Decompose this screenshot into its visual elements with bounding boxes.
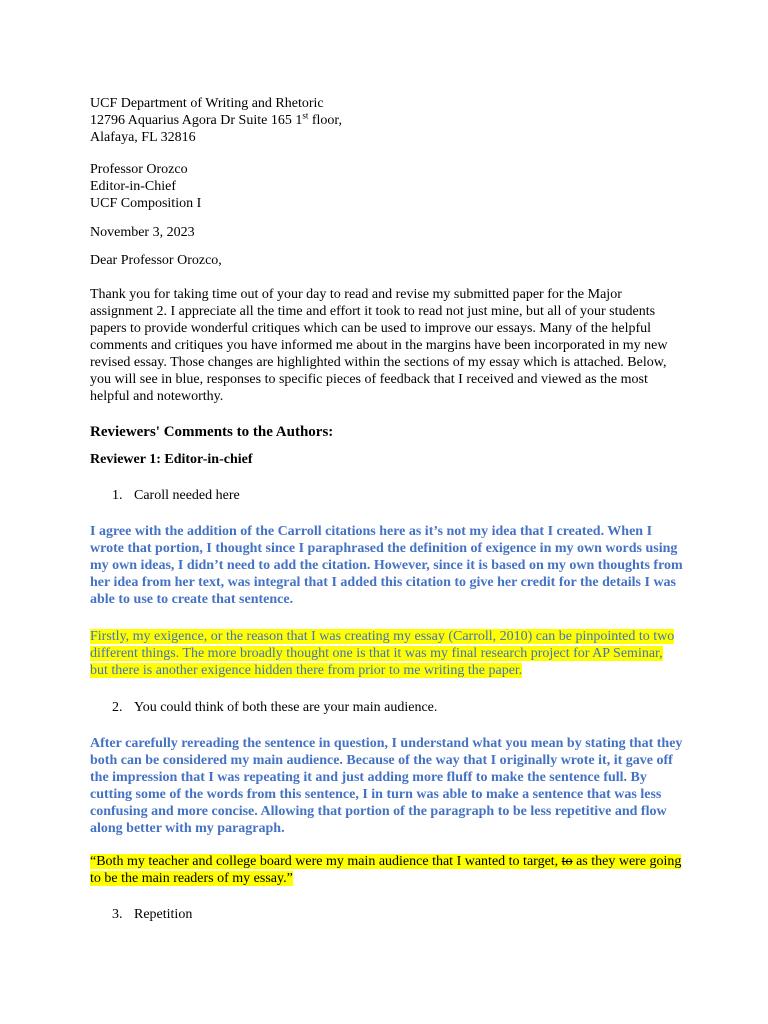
response-line: After carefully rereading the sentence in question, I understand what you mean by stating that they [90, 736, 683, 751]
recipient-name: Professor Orozco [90, 162, 188, 177]
struck-word: to [561, 854, 573, 869]
excerpt-line: Firstly, my exigence, or the reason that I was creating my essay (Carroll, 2010) can be pinpointed to two [90, 629, 675, 644]
comment-text: Caroll needed here [134, 488, 240, 503]
section-heading: Reviewers' Comments to the Authors: [90, 424, 334, 440]
recipient-title: Editor-in-Chief [90, 179, 177, 194]
intro-line: you will see in blue, responses to specific pieces of feedback that I received and viewed as the most [90, 372, 648, 387]
letter-date: November 3, 2023 [90, 225, 195, 240]
sender-org: UCF Department of Writing and Rhetoric [90, 96, 324, 111]
salutation: Dear Professor Orozco, [90, 253, 222, 268]
comment-number: 3. [112, 907, 123, 922]
response-line: her idea from her text, was integral that I added this citation to give her credit for the details I was [90, 575, 677, 590]
comment-item-2 [112, 699, 437, 716]
response-line: both can be considered my main audience. Because of the way that I originally wrote it, it gave off [90, 753, 673, 768]
excerpt-line: but there is another exigence hidden there from prior to me writing the paper. [90, 663, 523, 678]
response-line: the impression that I was repeating it and just adding more fluff to make the sentence full. By [90, 770, 647, 785]
excerpt-line: to be the main readers of my essay.” [90, 871, 293, 886]
sender-street: 12796 Aquarius Agora Dr Suite 165 1st floor, [90, 110, 342, 128]
response-1 [90, 523, 683, 608]
response-line: able to use to create that sentence. [90, 592, 294, 607]
reviewer-heading: Reviewer 1: Editor-in-chief [90, 452, 253, 467]
comment-item-1 [112, 487, 240, 504]
sender-city: Alafaya, FL 32816 [90, 130, 196, 145]
intro-line: Thank you for taking time out of your day to read and revise my submitted paper for the Major [90, 287, 622, 302]
response-2 [90, 735, 683, 837]
intro-line: comments and critiques you have informed me about in the margins have been incorporated in my new [90, 338, 668, 353]
excerpt-2 [90, 853, 680, 887]
recipient-block [90, 161, 680, 212]
response-line: wrote that portion, I thought since I paraphrased the definition of exigence in my own words using [90, 541, 678, 556]
response-line: cutting some of the words from this sentence, I in turn was able to make a sentence that was less [90, 787, 662, 802]
recipient-course: UCF Composition I [90, 196, 202, 211]
response-line: along better with my paragraph. [90, 821, 285, 836]
excerpt-1 [90, 628, 680, 679]
response-line: my own ideas, I didn’t need to add the citation. However, since it is based on my own thoughts from [90, 558, 683, 573]
excerpt-line: different things. The more broadly thought one is that it was my final research project for AP Seminar, [90, 646, 663, 661]
comment-text: Repetition [134, 907, 193, 922]
excerpt-line: “Both my teacher and college board were my main audience that I wanted to target, to as they were going [90, 854, 682, 869]
intro-line: assignment 2. I appreciate all the time and effort it took to read not just mine, but all of your students [90, 304, 656, 319]
response-line: I agree with the addition of the Carroll citations here as it’s not my idea that I created. When I [90, 524, 653, 539]
sender-address [90, 95, 680, 146]
response-line: confusing and more concise. Allowing that portion of the paragraph to be less repetitive and flow [90, 804, 667, 819]
intro-paragraph [90, 286, 680, 405]
comment-item-3 [112, 906, 192, 923]
intro-line: revised essay. Those changes are highlighted within the sections of my essay which is attached. Below, [90, 355, 667, 370]
comment-number: 2. [112, 700, 123, 715]
comment-text: You could think of both these are your main audience. [134, 700, 438, 715]
intro-line: papers to provide wonderful critiques which can be used to improve our essays. Many of the helpful [90, 321, 652, 336]
comment-number: 1. [112, 488, 123, 503]
intro-line: helpful and noteworthy. [90, 389, 224, 404]
